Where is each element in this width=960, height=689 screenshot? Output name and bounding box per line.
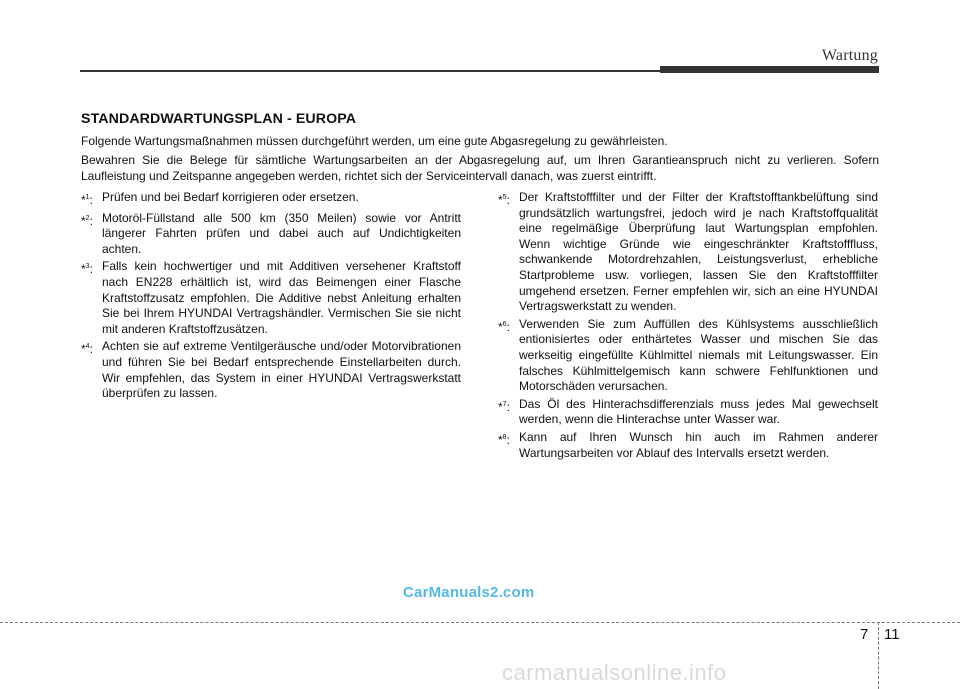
footer-dashed-rule [0, 622, 960, 623]
footnote: *$^5$: Der Kraftstofffilter und der Filter der Kraftstofftankbelüftung sind grundsätzlich wartungsfrei, jedoch wird je nach Kraftstoffqualität eine regelmäßige Überprüfung laut Wartungsplan empfohlen. Wenn wichtige Gründe wie eingeschränkter Kraftstofffluss, schwankende Motordrehzahlen, Leistungsverlust, erhebliche Startprobleme usw. vorliegen, lassen Sie den Kraftstofffilter umgehend ersetzen. Ferner empfehlen wir, sich an eine HYUNDAI Vertragswerkstatt zu wenden. [498, 190, 878, 314]
header-rule-thin [80, 70, 660, 72]
footnote-text: Verwenden Sie zum Auffüllen des Kühlsystems ausschließlich entionisiertes oder enthärtetes Wasser und mischen Sie das werkseitig eingefüllte Kühlmittel niemals mit Leitungswasser. Ein falsches Kühlmittelgemisch kann schwere Fehlfunktionen und Motorschäden verursachen. [519, 316, 878, 394]
footnote-number: 1 [85, 194, 90, 201]
footnote-number: 8 [502, 433, 507, 441]
section-title: STANDARDWARTUNGSPLAN - EUROPA [81, 111, 357, 127]
page-number: 11 [884, 626, 900, 643]
footnote-marker: * [81, 262, 86, 277]
footnote: *$^6$: Verwenden Sie zum Auffüllen des Kühlsystems ausschließlich entionisiertes oder enthärtetes Wasser und mischen Sie das werkseitig eingefüllte Kühlmittel niemals mit Leitungswasser. Ein falsches Kühlmittelgemisch kann schwere Fehlfunktionen und Motorschäden verursachen. [498, 316, 878, 394]
footnote: *$^8$: Kann auf Ihren Wunsch hin auch im Rahmen anderer Wartungsarbeiten vor Ablauf des Intervalls ersetzt werden. [498, 429, 878, 460]
header-rule-thick [660, 66, 879, 73]
footnote-text: Kann auf Ihren Wunsch hin auch im Rahmen anderer Wartungsarbeiten vor Ablauf des Intervalls ersetzt werden. [519, 429, 878, 460]
footnote: *$^7$: Das Öl des Hinterachsdifferenzials muss jedes Mal gewechselt werden, wenn die Hinterachse unter Wasser war. [498, 396, 878, 427]
footnote: *$^2$: Motoröl-Füllstand alle 500 km (350 Meilen) sowie vor Antritt längerer Fahrten prüfen und dabei auch auf Undichtigkeiten achten. [81, 210, 461, 256]
footnote-text: Falls kein hochwertiger und mit Additiven versehener Kraftstoff nach EN228 erhältlich ist, wird das Beimengen einer Flasche Kraftstoffzusatz empfohlen. Die Additive nebst Anleitung erhalten Sie bei Ihrem HYUNDAI Vertragshändler. Vermischen Sie sie nicht mit anderen Kraftstoffzusätzen. [102, 259, 461, 336]
footnote: *$^4$: Achten sie auf extreme Ventilgeräusche und/oder Motorvibrationen und führen Sie bei Bedarf entsprechende Einstellarbeiten durch. Wir empfehlen, das System in einer HYUNDAI Vertragswerkstatt überprüfen zu lassen. [81, 339, 461, 401]
footnote-text: Der Kraftstofffilter und der Filter der Kraftstofftankbelüftung sind grundsätzlich wartungsfrei, jedoch wird je nach Kraftstoffqualität eine regelmäßige Überprüfung laut Wartungsplan empfohlen. Wenn wichtige Gründe wie eingeschränkter Kraftstofffluss, schwankende Motordrehzahlen, Leistungsverlust, erhebliche Startprobleme usw. vorliegen, lassen Sie den Kraftstofffilter umgehend ersetzen. Ferner empfehlen wir, sich an eine HYUNDAI Vertragswerkstatt zu wenden. [519, 190, 878, 314]
page-header-title: Wartung [821, 47, 878, 64]
footnote-number: 7 [502, 400, 507, 408]
intro-paragraph-2: Bewahren Sie die Belege für sämtliche Wartungsarbeiten an der Abgasregelung auf, um Ihren Garantieanspruch nicht zu verlieren. Sofern Laufleistung und Zeitspanne angegeben werden, richtet sich der Serviceintervall danach, was zuerst eintrifft. [81, 153, 879, 183]
watermark-link[interactable]: CarManuals2.com [403, 584, 535, 601]
footnote-marker: * [498, 432, 503, 447]
footnote-number: 2 [85, 214, 90, 222]
intro-paragraph-1: Folgende Wartungsmaßnahmen müssen durchgeführt werden, um eine gute Abgasregelung zu gewährleisten. [81, 134, 668, 148]
footnote: *$^1$: Prüfen und bei Bedarf korrigieren oder ersetzen. [81, 190, 461, 209]
footnote-marker: * [81, 193, 86, 207]
footnote-marker: * [498, 399, 503, 414]
chapter-number: 7 [860, 626, 869, 643]
footnote-marker: * [498, 193, 503, 207]
footnote-text: Das Öl des Hinterachsdifferenzials muss jedes Mal gewechselt werden, wenn die Hinterachse unter Wasser war. [519, 396, 878, 427]
footnote-marker: * [81, 213, 86, 228]
footnote-marker: * [81, 342, 86, 357]
footnote-number: 4 [85, 343, 90, 351]
footnote: *$^3$: Falls kein hochwertiger und mit Additiven versehener Kraftstoff nach EN228 erhältlich ist, wird das Beimengen einer Flasche Kraftstoffzusatz empfohlen. Die Additive nebst Anleitung erhalten Sie bei Ihrem HYUNDAI Vertragshändler. Vermischen Sie sie nicht mit anderen Kraftstoffzusätzen. [81, 259, 461, 336]
footnote-text: Prüfen und bei Bedarf korrigieren oder ersetzen. [102, 190, 359, 204]
footnote-number: 6 [502, 320, 507, 328]
footer-page-separator [878, 622, 879, 689]
footnote-number: 5 [502, 194, 507, 201]
footnote-number: 3 [85, 263, 90, 271]
notes-column-right [498, 190, 878, 463]
footnote-text: Achten sie auf extreme Ventilgeräusche und/oder Motorvibrationen und führen Sie bei Bedarf entsprechende Einstellarbeiten durch. Wir empfehlen, das System in einer HYUNDAI Vertragswerkstatt überprüfen zu lassen. [102, 339, 461, 401]
footer-watermark: carmanualsonline.info [502, 660, 727, 685]
footnote-marker: * [498, 319, 503, 334]
notes-column-left [81, 190, 461, 404]
footnote-text: Motoröl-Füllstand alle 500 km (350 Meilen) sowie vor Antritt längerer Fahrten prüfen und dabei auch auf Undichtigkeiten achten. [102, 210, 461, 256]
